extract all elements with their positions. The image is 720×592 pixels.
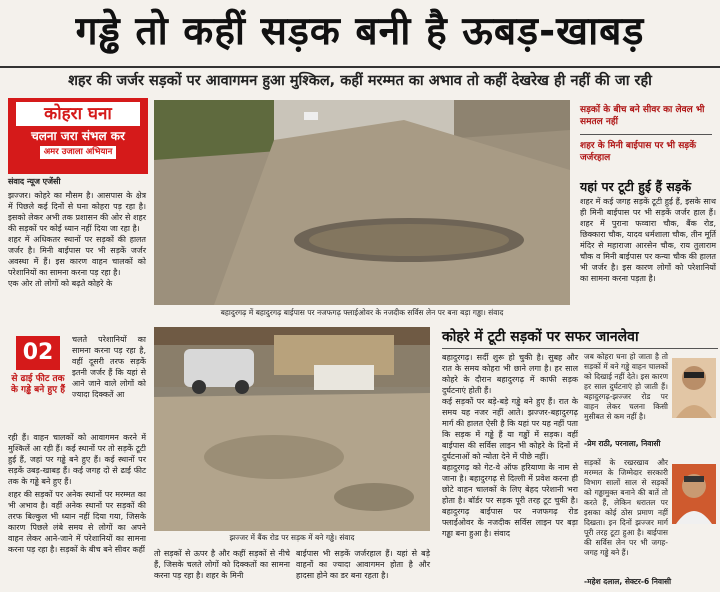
person-icon [672, 464, 716, 524]
divider [580, 134, 712, 135]
campaign-box [8, 98, 148, 174]
quote-box-2 [584, 458, 718, 588]
fog-paragraph: बहादुरगढ़ को गेट-वे ऑफ हरियाणा के नाम से जाना है। बहादुरगढ़ से दिल्ली में प्रवेश करना ही छोटे वाहन चालकों के लिए बेहद परेशानी भरा होता है। बॉर्डर पर सड़क पूरी तरह टूट चुकी है। बहादुरगढ़ बाईपास पर नजफगढ़ रोड फ्लाईओवर के नजदीक सर्विस लाइन पर बड़ा गड्ढा बना हुआ है। संवाद [442, 463, 578, 538]
fog-paragraph: बहादुरगढ़। सर्दी शुरू हो चुकी है। सुबह और रात के समय कोहरा भी छाने लगा है। हर साल कोहरे के दौरान बहादुरगढ़ में काफी सड़क दुर्घटनाएं होती हैं। [442, 353, 578, 395]
left-column-lower [8, 432, 146, 555]
avatar [672, 464, 716, 524]
pothole-photo-graphic [154, 100, 570, 305]
quote-2-author: -महेश दलाल, सेक्टर-6 निवासी [584, 577, 672, 586]
campaign-subtitle: चलना जरा संभल कर [31, 129, 125, 143]
byline: संवाद न्यूज एजेंसी [8, 177, 61, 186]
stat-label: से ढाई फीट तक के गड्ढे बने हुए हैं [10, 374, 66, 395]
quote-1-author: -प्रेम राठी, परनाला, निवासी [584, 439, 661, 448]
quote-1-text: जब कोहरा घना हो जाता है तो सड़कों में बने गड्ढे वाहन चालकों को दिखाई नहीं देते। इस कारण हर साल दुर्घटनाएं हो जाती हैं। बहादुरगढ़-झज्जर रोड पर वाहन लेकर चलना किसी मुसीबत से कम नहीं है। [584, 352, 668, 421]
broken-roads-text: शहर में कई जगह सड़कें टूटी हुई हैं, इसके साथ ही मिनी बाईपास पर भी सड़कें जर्जर हाल हैं। शहर में पुराना फव्वारा चौक, बैंक रोड, छिक्कारा चौक, यादव धर्मशाला चौक, तीन मूर्ति मंदिर से महाराजा आरसेन चौक, राय तुलाराम चौक व मिनी बाईपास पर कन्या चौक की हालत भी जर्जर है। इस कारण लोगों को परेशानियों का सामना करना पड़ता है। [580, 197, 716, 283]
side-point-2: शहर के मिनी बाईपास पर भी सड़कें जर्जरहाल [580, 141, 697, 163]
bottom-text-1: तो सड़कों से ऊपर है और कहीं सड़कों से नीचे हैं, जिसके चलते लोगों को दिक्कतों का सामना करना पड़ रहा है। शहर के मिनी [154, 549, 290, 580]
left-column [8, 190, 146, 289]
fog-section-title: कोहरे में टूटी सड़कों पर सफर जानलेवा [442, 326, 718, 349]
person-icon [672, 358, 716, 418]
side-point-1: सड़कों के बीच बने सीवर का लेवल भी समतल नहीं [580, 105, 705, 127]
road-pothole-photo [154, 100, 570, 305]
left-paragraph: शहर की सड़कों पर अनेक स्थानों पर मरम्मत का भी अभाव है। वहीं अनेक स्थानों पर सड़कों की तरफ बिल्कुल भी ध्यान नहीं दिया गया, जिसके कारण पिछले लंबे समय से लोगों का अपने वाहन लेकर आने-जाने में परेशानियों का सामना करना पड़ रहा है। सड़कों के बीच बने सीवर कहीं [8, 490, 146, 554]
section-title-broken-roads: यहां पर टूटी हुई हैं सड़कें [580, 179, 692, 194]
quote-box-1 [584, 352, 718, 454]
left-paragraph: रही हैं। वाहन चालकों को आवागमन करने में मुश्किलें आ रही हैं। कई स्थानों पर तो सड़कें टूटी हुई हैं, जहां पर गड्ढे बने हुए हैं। कई स्थानों पर सड़कें उबड़-खाबड़ हैं। कई जगह दो से ढाई फीट तक के गड्ढे बने हुए हैं। [8, 433, 146, 486]
bank-road-photo [154, 327, 430, 531]
fog-section-text [442, 352, 578, 539]
left-paragraph: एक ओर तो लोगों को बढ़ते कोहरे के [8, 279, 113, 288]
photo1-caption: बहादुरगढ़ में बहादुरगढ़ बाईपास पर नजफगढ़ फ्लाईओवर के नजदीक सर्विस लेन पर बना बड़ा गड्ढा। संवाद [220, 308, 504, 317]
page-headline: गड्ढे तो कहीं सड़क बनी है ऊबड़-खाबड़ [75, 9, 645, 54]
stat-number: 02 [16, 336, 60, 370]
stat-box [8, 336, 68, 428]
page-subhead: शहर की जर्जर सड़कों पर आवागमन हुआ मुश्किल, कहीं मरम्मत का अभाव तो कहीं देखरेख ही नहीं की जा रही [0, 66, 720, 94]
bank-road-photo-graphic [154, 327, 430, 531]
left-paragraph: शहर में अधिकतर स्थानों पर सड़कों की हालत जर्जर है। मिनी बाईपास पर भी सड़कें जर्जर अवस्था में हैं। इस कारण वाहन चालकों को परेशानियों का सामना करना पड़ रहा है। [8, 235, 146, 277]
avatar [672, 358, 716, 418]
campaign-tag: अमर उजाला अभियान [40, 146, 116, 159]
campaign-title: कोहरा घना [16, 102, 140, 126]
bottom-text-2: बाईपास भी सड़कें जर्जरहाल हैं। यहां से बड़े वाहनों का ज्यादा आवागमन होता है और हादसा होने का डर बना रहता है। [296, 549, 430, 580]
fog-paragraph: कई सड़कों पर बड़े-बड़े गड्ढे बने हुए हैं। रात के समय यह नजर नहीं आते। झज्जर-बहादुरगढ़ मार्ग की हालत ऐसी है कि यहां पर यह नहीं पता कि सड़क में गड्ढे हैं या गड्ढों में सड़क। वहीं बाईपास की सर्विस लाइन भी कोहरे के दिनों में दुर्घटनाओं को न्योता देने में पीछे नहीं। [442, 397, 578, 461]
quote-2-text: सड़कों के रखरखाव और मरम्मत के जिम्मेदार सरकारी विभाग सालों साल से सड़कों को गड्ढामुक्त बनाने की बातें तो करते हैं, लेकिन धरातल पर इसका कोई ठोस प्रमाण नहीं दिखता। इन दिनों झज्जर मार्ग पूरी तरह टूटा हुआ है। बाईपास की सर्विस लेन पर भी जगह-जगह गड्ढे बने हैं। [584, 458, 668, 557]
left-paragraph: झज्जर। कोहरे का मौसम है। आसपास के क्षेत्र में पिछले कई दिनों से घना कोहरा पड़ रहा है। इसको लेकर अभी तक प्रशासन की ओर से शहर की सड़कों पर कोई ध्यान नहीं दिया जा रहा है। [8, 191, 146, 233]
photo2-caption: झज्जर में बैंक रोड पर सड़क में बने गड्ढे। संवाद [229, 533, 355, 542]
left-wrap-text: चलते परेशानियों का सामना करना पड़ रहा है, वहीं दूसरी तरफ सड़कें इतनी जर्जर हैं कि यहां से आने जाने वाले लोगों को ज्यादा दिक्कतें आ [72, 335, 146, 399]
